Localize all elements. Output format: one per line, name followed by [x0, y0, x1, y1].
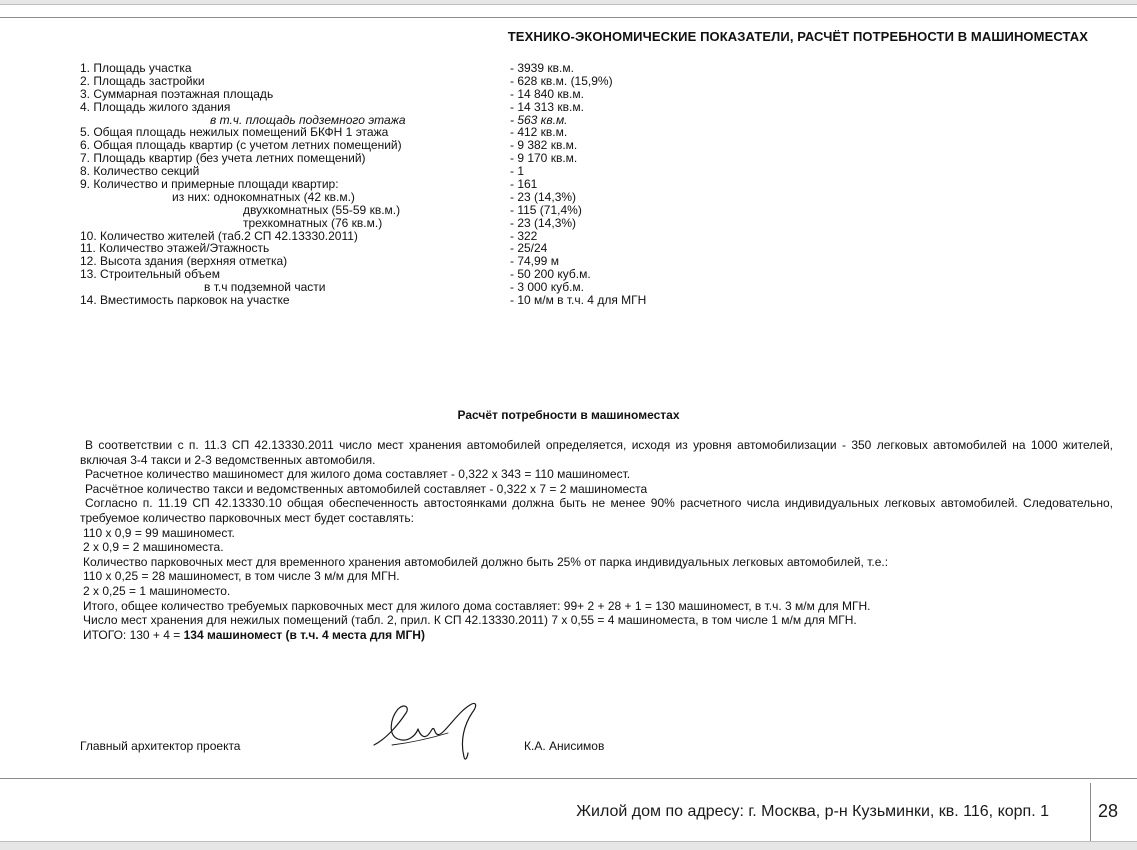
indicator-label: 6. Общая площадь квартир (с учетом летних помещений) — [80, 138, 402, 153]
indicator-row — [80, 178, 780, 191]
indicator-row — [80, 191, 780, 204]
indicator-value: - 74,99 м — [510, 254, 559, 269]
page-number: 28 — [1098, 801, 1119, 821]
indicator-label: двухкомнатных (55-59 кв.м.) — [243, 202, 401, 217]
indicator-row — [80, 62, 780, 75]
calculation-paragraph: Число мест хранения для нежилых помещений (табл. 2, прил. К СП 42.13330.2011) 7 х 0,55 = 4 машиноместа, в том числе 1 м/м для МГН. — [83, 613, 857, 628]
indicator-row — [80, 268, 780, 281]
calculation-paragraph: Расчетное количество машиномест для жилого дома составляет - 0,322 х 343 = 110 машиномест. — [85, 467, 631, 482]
indicator-label: 9. Количество и примерные площади квартир: — [80, 177, 339, 192]
indicator-value: - 3 000 куб.м. — [510, 280, 585, 295]
indicator-value: - 1 — [510, 164, 525, 179]
signature-role: Главный архитектор проекта — [80, 739, 241, 753]
calculation-paragraph: Расчётное количество такси и ведомственных автомобилей составляет - 0,322 х 7 = 2 машиноместа — [85, 481, 648, 496]
indicator-value: - 9 170 кв.м. — [510, 151, 578, 166]
parking-section-title: Расчёт потребности в машиноместах — [457, 408, 680, 422]
indicator-row — [80, 88, 780, 101]
indicator-label: 4. Площадь жилого здания — [80, 99, 231, 114]
indicator-value: - 628 кв.м. (15,9%) — [510, 73, 613, 88]
document-sheet — [0, 4, 1137, 842]
calculation-paragraph: Количество парковочных мест для временного хранения автомобилей должно быть 25% от парка индивидуальных легковых автомобилей, т.е.: — [83, 554, 889, 569]
calculation-paragraph: 2 х 0,25 = 1 машиноместо. — [83, 583, 231, 598]
indicator-value: - 23 (14,3%) — [510, 215, 577, 230]
indicator-label: 7. Площадь квартир (без учета летних помещений) — [80, 151, 366, 166]
indicator-value: - 10 м/м в т.ч. 4 для МГН — [510, 293, 647, 308]
indicator-row — [80, 75, 780, 88]
indicator-label: в т.ч. площадь подземного этажа — [210, 112, 406, 127]
calculation-paragraph: Итого, общее количество требуемых парковочных мест для жилого дома составляет: 99+ 2 + 28 + 1 = 130 машиномест, в т.ч. 3 м/м для МГН. — [83, 598, 871, 613]
indicators-list — [80, 62, 780, 307]
calculation-paragraph: В соответствии с п. 11.3 СП 42.13330.2011 число мест хранения автомобилей определяется, исходя из уровня автомобилизации - 350 легковых автомобилей на 1000 жителей, включая 3-4 такси и 2-3 ведомственных автомобиля. — [80, 438, 1113, 467]
signature-image — [368, 699, 498, 763]
indicator-label: 2. Площадь застройки — [80, 73, 205, 88]
indicator-label: 13. Строительный объем — [80, 267, 220, 282]
indicator-label: 8. Количество секций — [80, 164, 200, 179]
footer-address: Жилой дом по адресу: г. Москва, р-н Кузьминки, кв. 116, корп. 1 — [576, 803, 1049, 820]
indicator-row — [80, 294, 780, 307]
indicator-value: - 50 200 куб.м. — [510, 267, 591, 282]
indicator-label: 10. Количество жителей (таб.2 СП 42.13330.2011) — [80, 228, 358, 243]
indicator-row — [80, 217, 780, 230]
indicator-value: - 9 382 кв.м. — [510, 138, 578, 153]
indicator-value: - 23 (14,3%) — [510, 189, 577, 204]
indicator-value: - 14 840 кв.м. — [510, 86, 584, 101]
indicator-value: - 563 кв.м. — [510, 112, 568, 127]
indicator-label: 12. Высота здания (верхняя отметка) — [80, 254, 288, 269]
parking-calculation — [80, 438, 1113, 642]
indicator-value: - 115 (71,4%) — [510, 202, 582, 217]
calculation-paragraph: 2 х 0,9 = 2 машиноместа. — [83, 540, 224, 555]
indicator-row — [80, 204, 780, 217]
indicator-label: 5. Общая площадь нежилых помещений БКФН 1 этажа — [80, 125, 389, 140]
calculation-paragraph: 110 х 0,25 = 28 машиномест, в том числе 3 м/м для МГН. — [83, 569, 400, 584]
indicator-label: 1. Площадь участка — [80, 61, 192, 75]
calculation-paragraph: Согласно п. 11.19 СП 42.13330.10 общая обеспеченность автостоянками должна быть не менее 90% расчетного числа индивидуальных легковых автомобилей. Следовательно, требуемое количество парковочных мест будет составлять: — [80, 496, 1113, 525]
indicator-label: из них: однокомнатных (42 кв.м.) — [172, 189, 355, 204]
indicator-label: трехкомнатных (76 кв.м.) — [243, 215, 383, 230]
total-line — [80, 628, 1113, 643]
indicator-label: 11. Количество этажей/Этажность — [80, 241, 270, 256]
indicator-value: - 322 — [510, 228, 538, 243]
indicator-label: в т.ч подземной части — [204, 280, 326, 295]
indicator-value: - 412 кв.м. — [510, 125, 568, 140]
calculation-paragraph: 110 х 0,9 = 99 машиномест. — [83, 525, 235, 540]
indicator-value: - 161 — [510, 177, 538, 192]
total-prefix: ИТОГО: 130 + 4 = — [83, 627, 184, 642]
signature-name: К.А. Анисимов — [524, 739, 605, 753]
document-title: ТЕХНИКО-ЭКОНОМИЧЕСКИЕ ПОКАЗАТЕЛИ, РАСЧЁТ ПОТРЕБНОСТИ В МАШИНОМЕСТАХ — [507, 29, 1088, 44]
indicator-value: - 3939 кв.м. — [510, 61, 574, 75]
indicator-row — [80, 101, 780, 114]
total-result: 134 машиномест (в т.ч. 4 места для МГН) — [183, 627, 425, 642]
indicator-label: 3. Суммарная поэтажная площадь — [80, 86, 274, 101]
indicator-value: - 25/24 — [510, 241, 548, 256]
indicator-value: - 14 313 кв.м. — [510, 99, 584, 114]
indicator-label: 14. Вместимость парковок на участке — [80, 293, 290, 308]
